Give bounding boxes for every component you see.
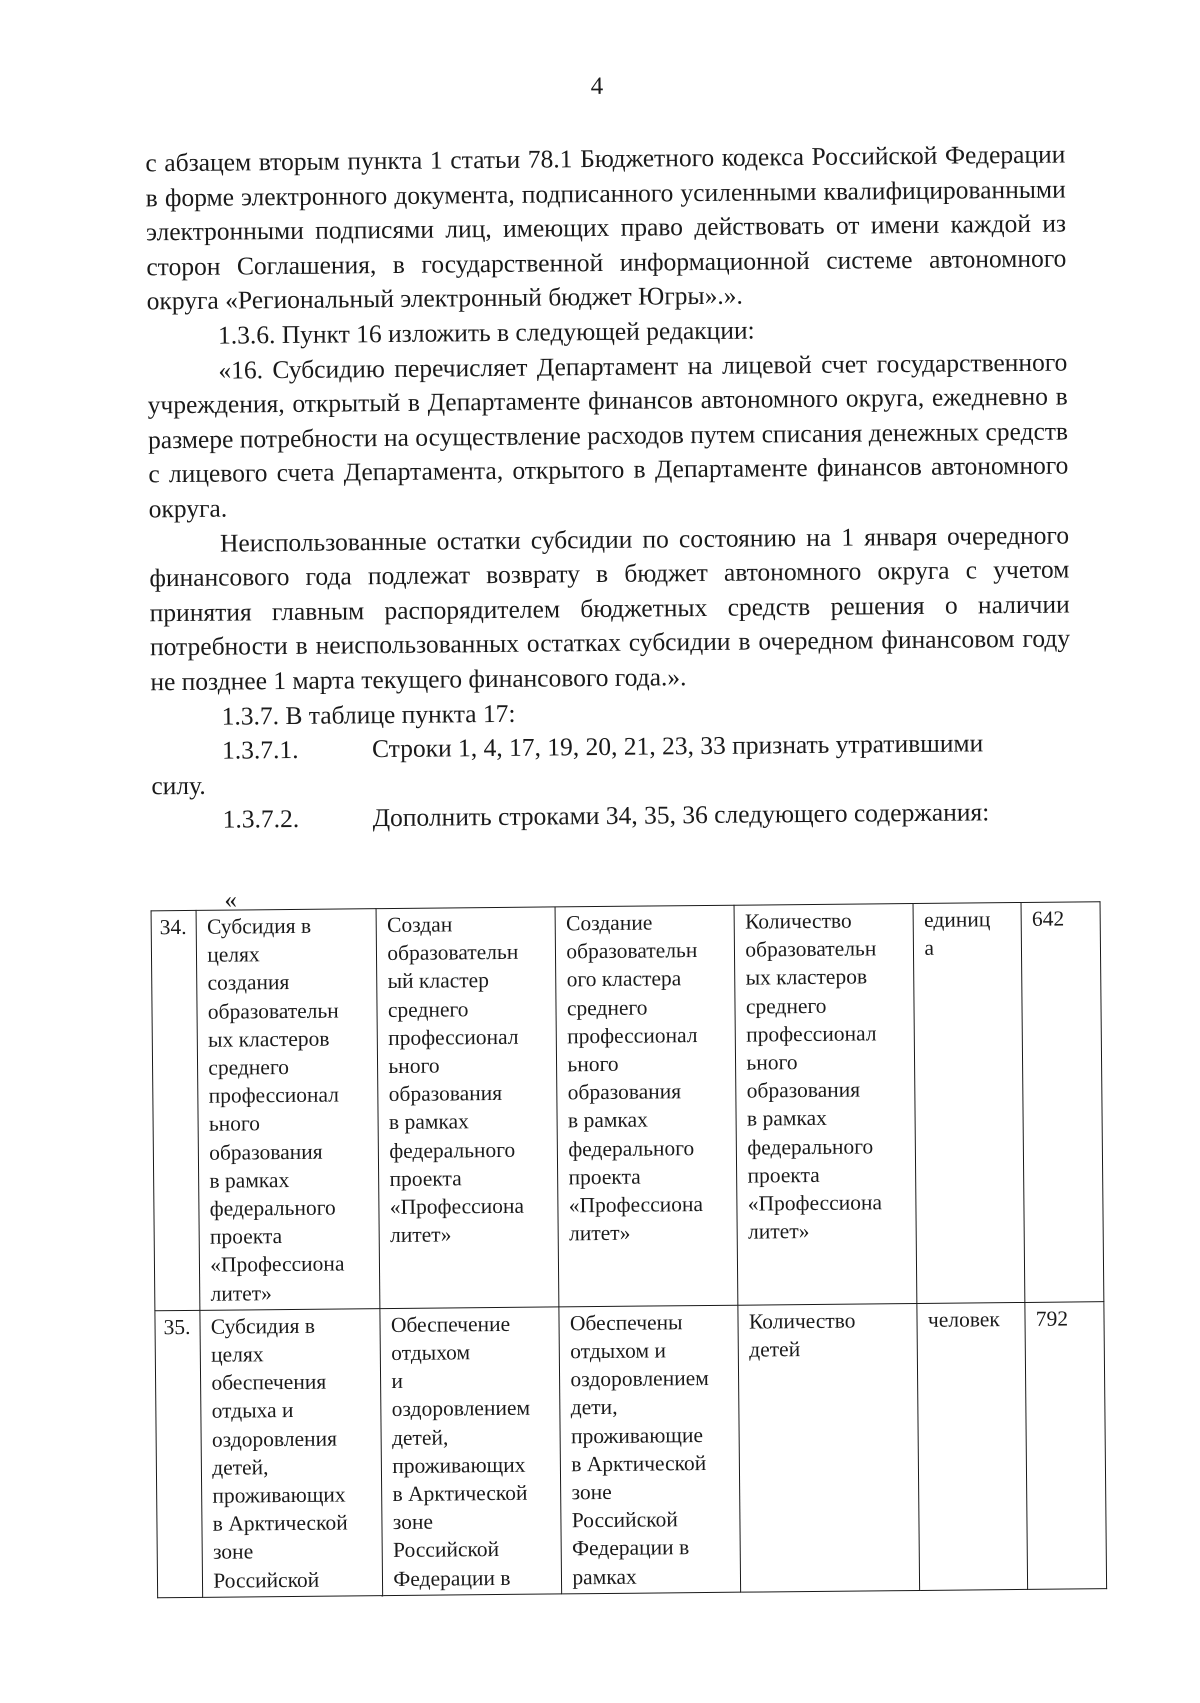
goal-cell: Создание образовательн ого кластера среднего профессионал ьного образования в рамках федерального проекта «Профессиона литет»	[555, 905, 738, 1307]
subsidy-name-cell: Субсидия в целях создания образовательн ых кластеров среднего профессионал ьного образования в рамках федерального проекта «Профессиона литет»	[196, 909, 380, 1311]
unit-cell: человек	[917, 1302, 1028, 1590]
page-number: 4	[590, 72, 604, 101]
paragraph-item-1-3-7: 1.3.7. В таблице пункта 17:	[221, 698, 516, 731]
paragraph-unused-balances: Неиспользованные остатки субсидии по состоянию на 1 января очередного финансового года подлежат возврату в бюджет автономного округа с учетом принятия главным распорядителем бюджетных средств решения о наличии потребности в неиспользованных остатках субсидии в очередном финансовом году не позднее 1 марта текущего финансового года.».	[149, 520, 1071, 697]
item-text: Строки 1, 4, 17, 19, 20, 21, 23, 33 признать утратившими	[371, 728, 984, 764]
table-row	[151, 902, 1104, 1311]
item-1-3-7-1-continuation: силу.	[151, 770, 206, 800]
opening-quote-mark: «	[224, 886, 238, 914]
goal-cell: Обеспечены отдыхом и оздоровлением дети, проживающие в Арктической зоне Российской Федерации в рамках	[559, 1305, 741, 1594]
subsidy-table	[151, 901, 1108, 1598]
row-number: 35.	[155, 1310, 203, 1597]
value-cell: 792	[1025, 1302, 1107, 1590]
paragraph-point-16: «16. Субсидию перечисляет Департамент на лицевой счет государственного учреждения, открытый в Департаменте финансов автономного округа, ежедневно в размере потребности на осуществление расходов путем списания денежных средств с лицевого счета Департамента, открытого в Департаменте финансов автономного округа.	[147, 347, 1069, 524]
result-cell: Создан образовательн ый кластер среднего профессионал ьного образования в рамках федерального проекта «Профессиона литет»	[376, 907, 559, 1309]
table-row	[155, 1302, 1107, 1598]
item-text: Дополнить строками 34, 35, 36 следующего содержания:	[372, 797, 990, 833]
item-1-3-7-2	[152, 795, 1072, 838]
paragraph-item-1-3-6: 1.3.6. Пункт 16 изложить в следующей редакции:	[217, 315, 755, 350]
document-body	[145, 138, 1072, 839]
unit-cell: единиц а	[913, 902, 1025, 1303]
indicator-cell: Количество детей	[738, 1303, 920, 1592]
item-number: 1.3.7.1.	[221, 734, 299, 765]
value-cell: 642	[1021, 902, 1104, 1303]
subsidy-name-cell: Субсидия в целях обеспечения отдыха и оздоровления детей, проживающих в Арктической зоне Российской	[200, 1308, 383, 1597]
result-cell: Обеспечение отдыхом и оздоровлением детей, проживающих в Арктической зоне Российской Федерации в	[380, 1307, 562, 1596]
row-number: 34.	[151, 910, 200, 1310]
paragraph-continuation: с абзацем вторым пункта 1 статьи 78.1 Бюджетного кодекса Российской Федерации в форме электронного документа, подписанного усиленными квалифицированными электронными подписями лиц, имеющих право действовать от имени каждой из сторон Соглашения, в государственной информационной системе автономного округа «Региональный электронный бюджет Югры».».	[145, 139, 1067, 316]
item-number: 1.3.7.2.	[222, 804, 300, 834]
indicator-cell: Количество образовательн ых кластеров среднего профессионал ьного образования в рамках федерального проекта «Профессиона литет»	[734, 903, 917, 1305]
